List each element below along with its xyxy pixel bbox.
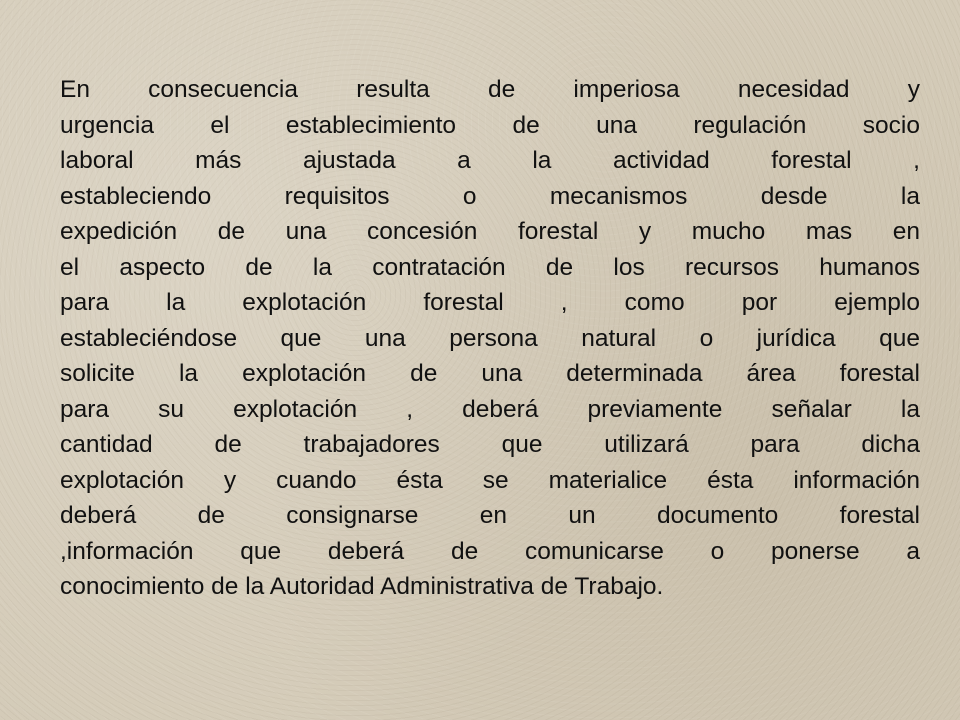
paragraph-line: para su explotación , deberá previamente señalar la xyxy=(60,395,920,423)
paragraph-line: cantidad de trabajadores que utilizará para dicha xyxy=(60,431,920,458)
paragraph-line: conocimiento de la Autoridad Administrativa de Trabajo. xyxy=(60,573,664,600)
paragraph-line: solicite la explotación de una determinada área forestal xyxy=(60,360,920,387)
paragraph-line: laboral más ajustada a la actividad forestal , xyxy=(60,147,920,174)
paragraph-line: explotación y cuando ésta se materialice ésta información xyxy=(60,466,920,494)
paragraph-line: estableciendo requisitos o mecanismos desde la xyxy=(60,182,920,210)
paragraph-line: para la explotación forestal , como por ejemplo xyxy=(60,289,920,316)
paragraph-line: el aspecto de la contratación de los recursos humanos xyxy=(60,253,920,281)
paragraph-line: estableciéndose que una persona natural o jurídica que xyxy=(60,324,920,352)
paragraph-line: En consecuencia resulta de imperiosa necesidad y xyxy=(60,76,920,103)
paragraph-line: expedición de una concesión forestal y mucho mas en xyxy=(60,218,920,245)
paragraph-line: urgencia el establecimiento de una regulación socio xyxy=(60,111,920,139)
body-paragraph xyxy=(60,72,920,605)
paragraph-line: ,información que deberá de comunicarse o ponerse a xyxy=(60,537,920,565)
paragraph-line: deberá de consignarse en un documento forestal xyxy=(60,502,920,529)
